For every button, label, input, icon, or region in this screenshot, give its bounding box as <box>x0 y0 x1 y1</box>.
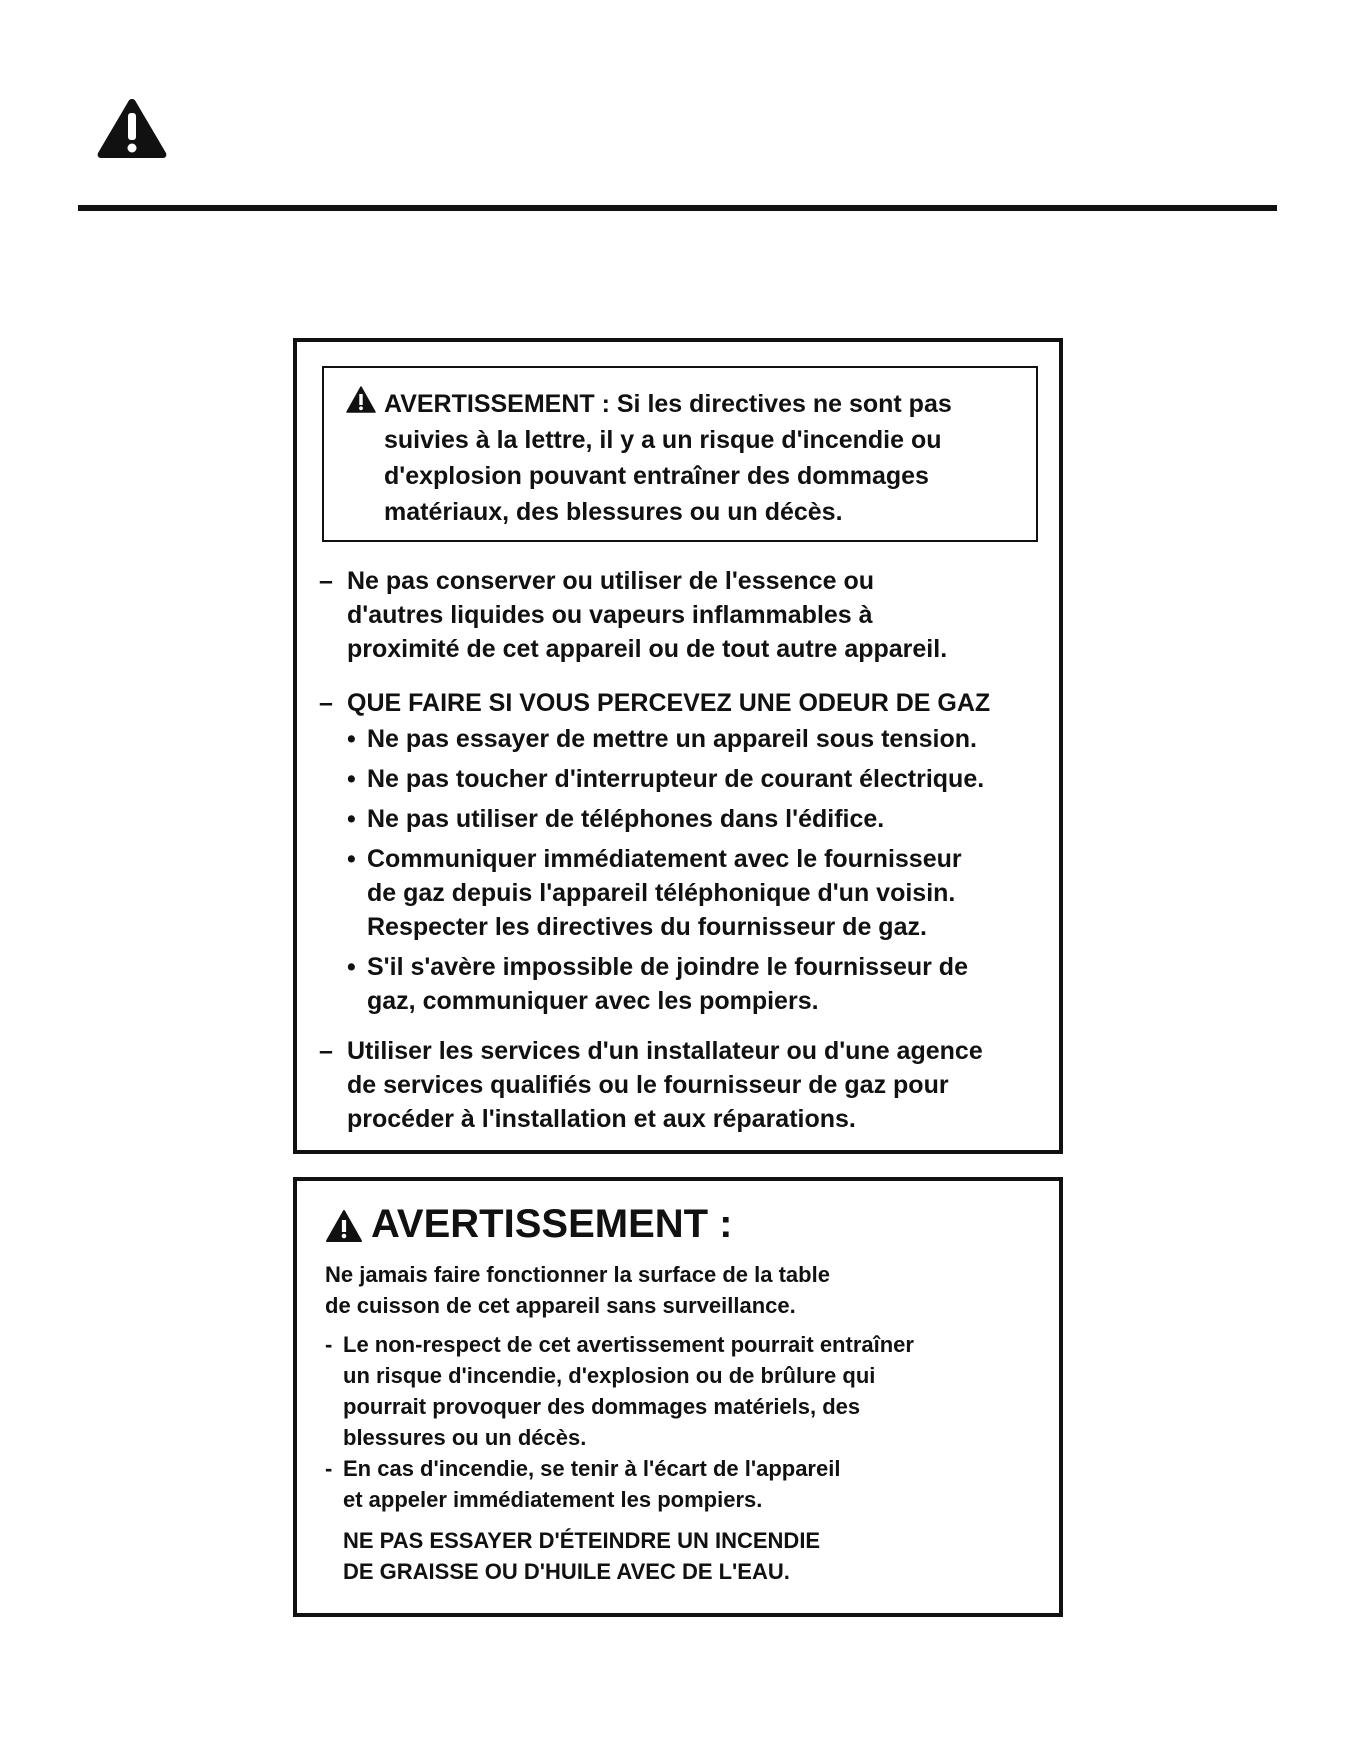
list-item: - En cas d'incendie, se tenir à l'écart de l'appareil et appeler immédiatement les pompiers. <box>325 1456 841 1512</box>
warning-heading-line: matériaux, des blessures ou un décès. <box>384 498 843 526</box>
header-rule <box>78 205 1277 211</box>
list-item: • Communiquer immédiatement avec le fournisseur de gaz depuis l'appareil téléphonique d'un voisin. Respecter les directives du fournisseur de gaz. <box>347 845 962 941</box>
gas-odor-steps <box>347 722 1059 1018</box>
list-item: • Ne pas toucher d'interrupteur de courant électrique. <box>347 765 985 793</box>
warning-heading-box <box>322 366 1038 542</box>
list-item: • Ne pas utiliser de téléphones dans l'édifice. <box>347 805 885 833</box>
warning-intro: Ne jamais faire fonctionner la surface de la table de cuisson de cet appareil sans surveillance. <box>325 1262 830 1318</box>
warning-triangle-icon <box>96 96 168 160</box>
gas-warning-notice <box>293 338 1063 1154</box>
instruction-item: – Ne pas conserver ou utiliser de l'essence ou d'autres liquides ou vapeurs inflammables à proximité de cet appareil ou de tout autre appareil. <box>319 567 948 663</box>
gas-odor-heading: QUE FAIRE SI VOUS PERCEVEZ UNE ODEUR DE GAZ <box>347 689 991 717</box>
cooktop-warning-body <box>325 1259 1045 1587</box>
warning-heading-text <box>348 386 1028 530</box>
warning-title-text: AVERTISSEMENT : <box>371 1202 733 1246</box>
instruction-item: – QUE FAIRE SI VOUS PERCEVEZ UNE ODEUR DE GAZ • Ne pas essayer de mettre un appareil sous tension. • Ne pas toucher d'interrupteur de courant électrique. • Ne pas utiliser de téléphones dans l'édifice. • Communiquer immédiatement avec le fournisseur de gaz depuis l'appareil téléphonique d'un voisin. Respecter les directives du fournisseur de gaz. • S'il s'avère impossible de joindre le fournisseur de gaz, communiquer avec les pompiers. <box>319 686 1059 1018</box>
grease-fire-caution: NE PAS ESSAYER D'ÉTEINDRE UN INCENDIE DE GRAISSE OU D'HUILE AVEC DE L'EAU. <box>343 1528 821 1584</box>
gas-instructions <box>319 564 1059 1156</box>
list-item: • Ne pas essayer de mettre un appareil sous tension. <box>347 725 977 753</box>
list-item: • S'il s'avère impossible de joindre le fournisseur de gaz, communiquer avec les pompiers. <box>347 953 968 1015</box>
warning-heading-line: AVERTISSEMENT : Si les directives ne sont pas <box>384 390 952 418</box>
warning-heading-line: suivies à la lettre, il y a un risque d'incendie ou <box>384 426 942 454</box>
cooktop-warning-notice <box>293 1177 1063 1617</box>
list-item: - Le non-respect de cet avertissement pourrait entraîner un risque d'incendie, d'explosion ou de brûlure qui pourrait provoquer des dommages matériels, des blessures ou un décès. <box>325 1332 914 1450</box>
warning-heading-line: d'explosion pouvant entraîner des dommages <box>384 462 929 490</box>
instruction-item: – Utiliser les services d'un installateur ou d'une agence de services qualifiés ou le fournisseur de gaz pour procéder à l'installation et aux réparations. <box>319 1037 983 1133</box>
warning-triangle-icon <box>325 1209 363 1243</box>
